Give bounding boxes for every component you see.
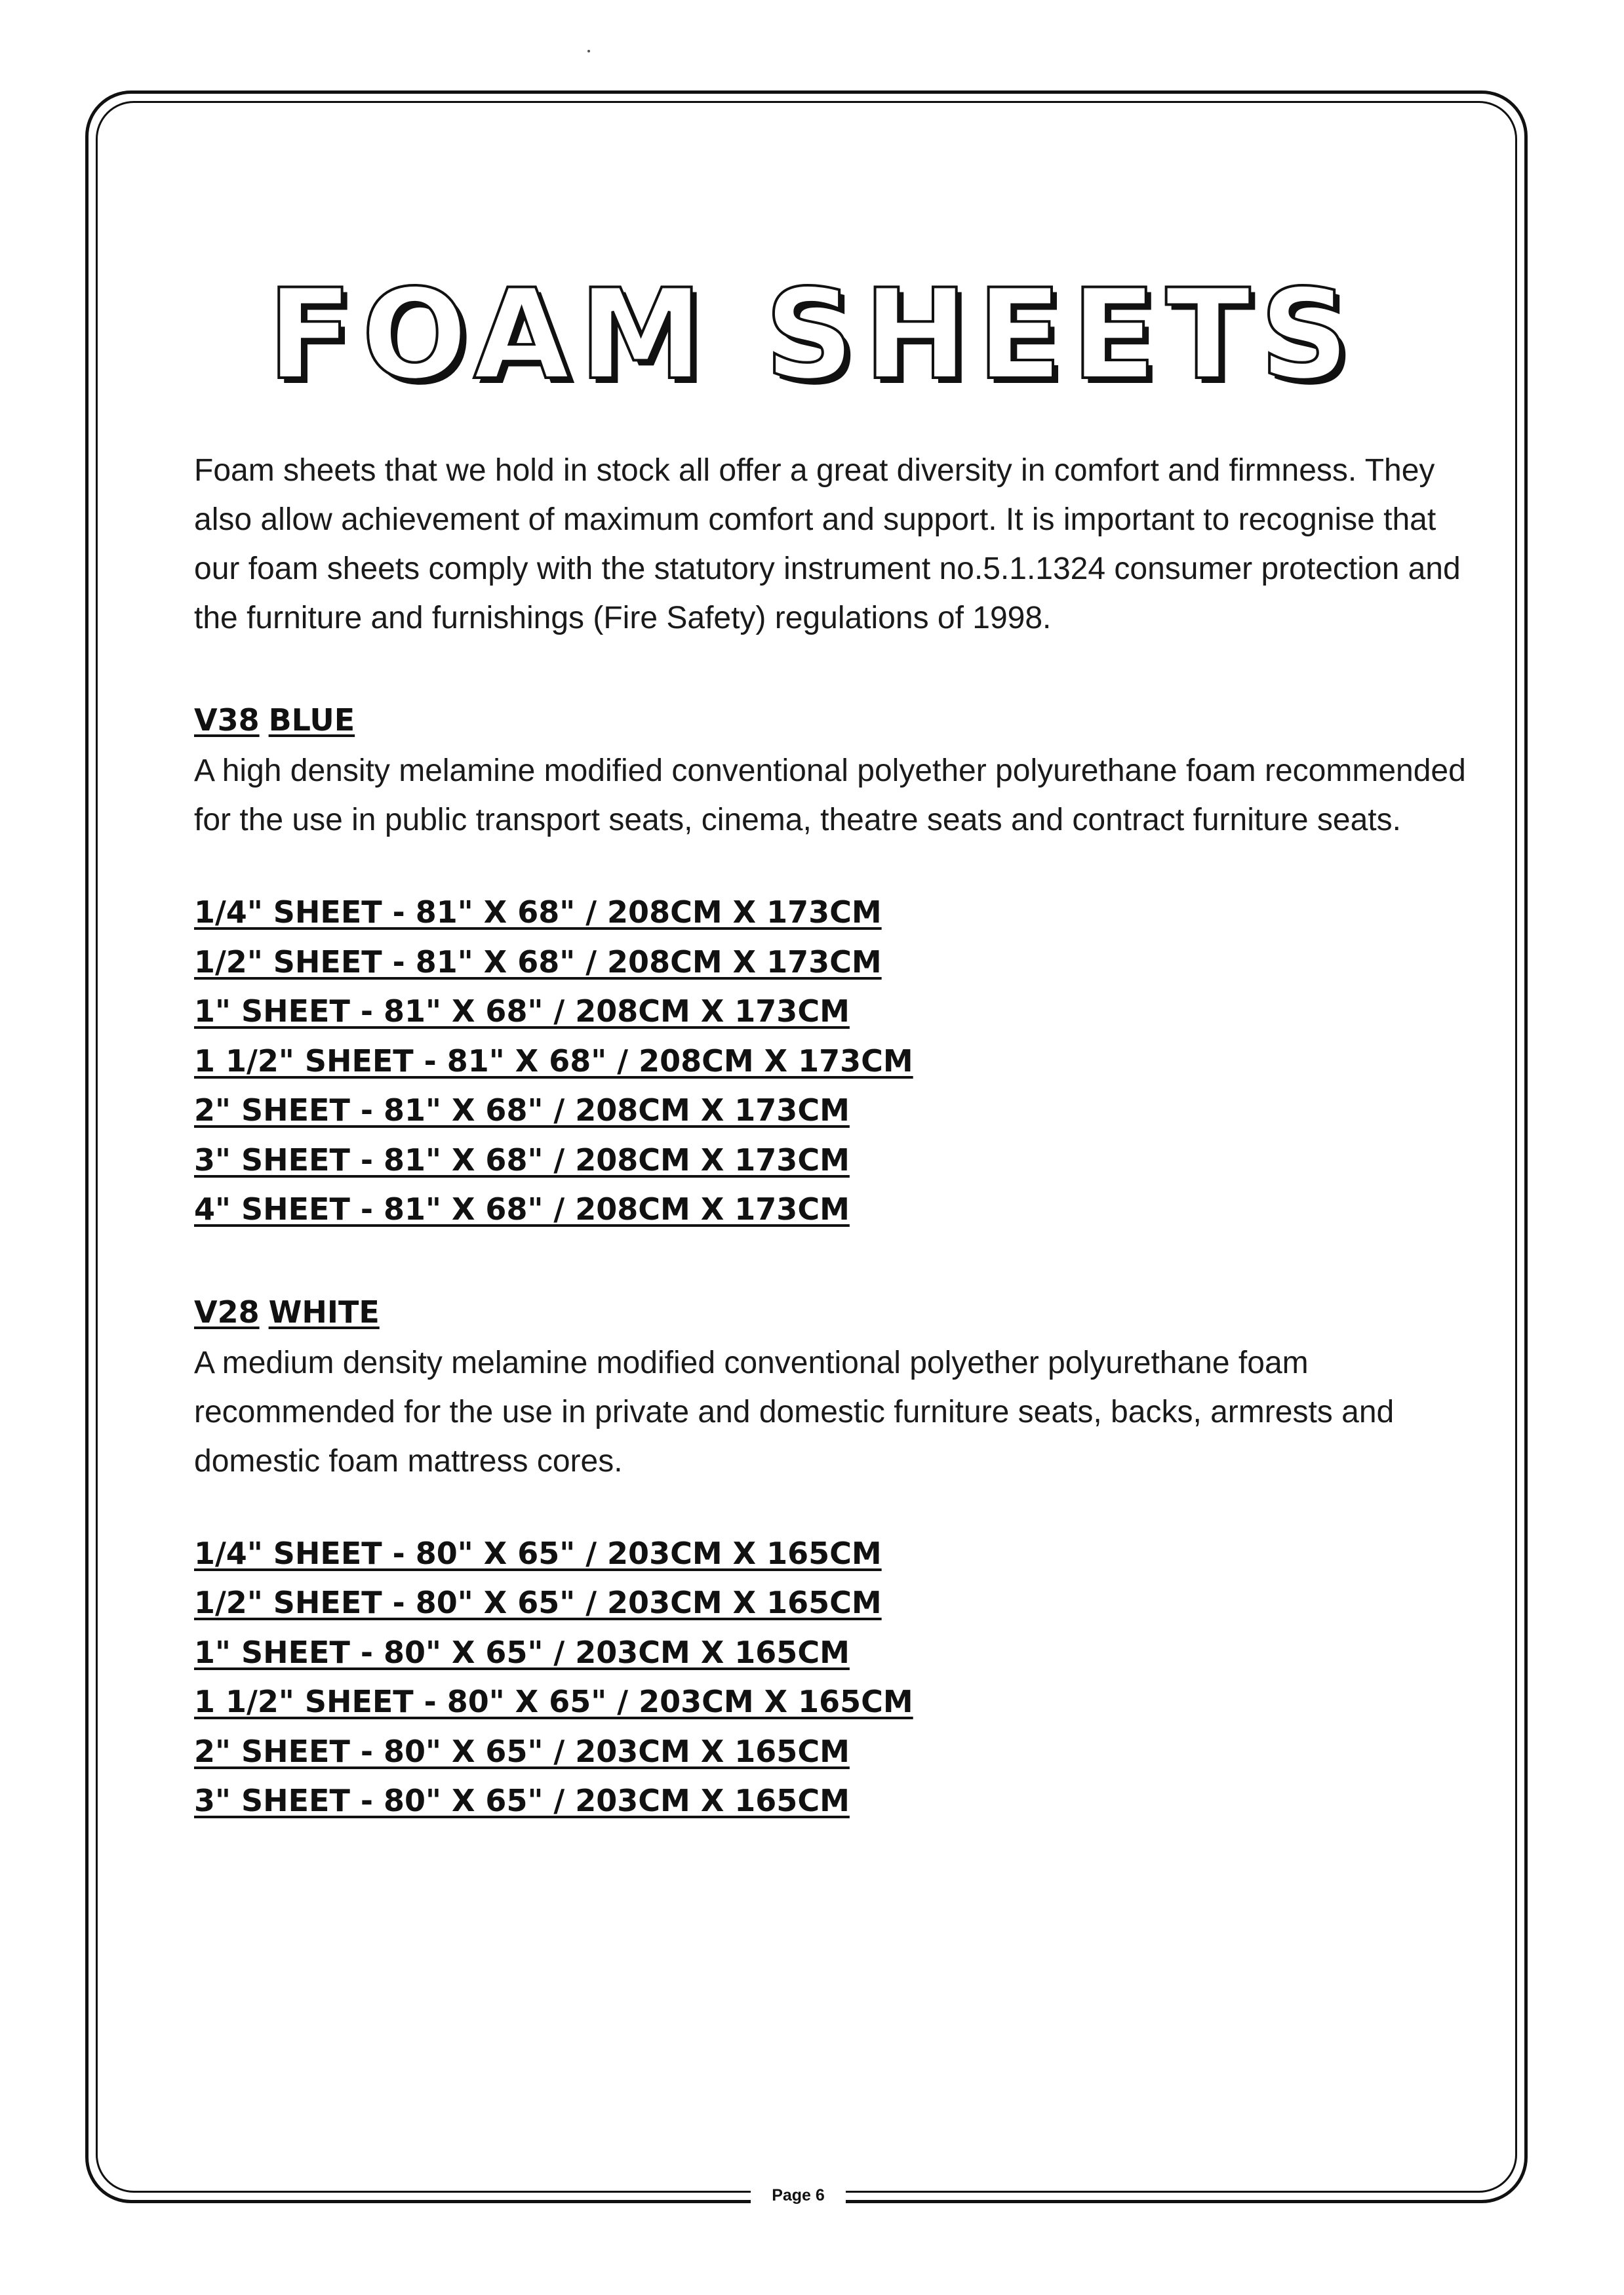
sheet-size-item: 3" SHEET - 81" X 68" / 208CM X 173CM (194, 1142, 850, 1178)
sheet-size-item: 3" SHEET - 80" X 65" / 203CM X 165CM (194, 1783, 850, 1818)
page-content (194, 446, 1479, 1826)
product-heading (194, 1286, 1479, 1338)
sheet-size-item: 4" SHEET - 81" X 68" / 208CM X 173CM (194, 1191, 850, 1227)
product-description: A medium density melamine modified conventional polyether polyurethane foam recommended for the use in private and domestic furniture seats, backs, armrests and domestic foam mattress cores. (194, 1345, 1395, 1479)
sheet-size-item: 1" SHEET - 80" X 65" / 203CM X 165CM (194, 1634, 850, 1670)
sheet-size-item: 1/2" SHEET - 81" X 68" / 208CM X 173CM (194, 944, 882, 980)
product-heading (194, 694, 1479, 746)
sheet-size-item: 1 1/2" SHEET - 81" X 68" / 208CM X 173CM (194, 1043, 913, 1079)
sheet-size-item: 1/4" SHEET - 80" X 65" / 203CM X 165CM (194, 1535, 882, 1571)
scan-speck (587, 50, 590, 52)
product-section-v38 (194, 694, 1479, 1235)
page-title: FOAM SHEETS (267, 262, 1359, 407)
product-section-v28 (194, 1286, 1479, 1826)
intro-paragraph: Foam sheets that we hold in stock all offer a great diversity in comfort and firmness. They also allow achievement of maximum comfort and support. It is important to recognise that our foam sheets comply with the statutory instrument no.5.1.1324 consumer protection and the furniture and furnishings (Fire Safety) regulations of 1998. (194, 453, 1461, 635)
sheet-size-list (194, 1529, 1479, 1826)
sheet-size-item: 1/2" SHEET - 80" X 65" / 203CM X 165CM (194, 1585, 882, 1620)
sheet-size-item: 2" SHEET - 81" X 68" / 208CM X 173CM (194, 1092, 850, 1128)
page-number: Page 6 (751, 2182, 846, 2208)
sheet-size-item: 2" SHEET - 80" X 65" / 203CM X 165CM (194, 1733, 850, 1769)
sheet-size-item: 1 1/2" SHEET - 80" X 65" / 203CM X 165CM (194, 1684, 913, 1719)
sheet-size-list (194, 888, 1479, 1235)
sheet-size-item: 1/4" SHEET - 81" X 68" / 208CM X 173CM (194, 894, 882, 930)
product-description: A high density melamine modified conventional polyether polyurethane foam recommended for the use in public transport seats, cinema, theatre seats and contract furniture seats. (194, 753, 1466, 837)
title-banner (197, 262, 1429, 407)
product-code: V38 (194, 702, 260, 738)
product-color: WHITE (268, 1294, 380, 1330)
product-color: BLUE (268, 702, 355, 738)
sheet-size-item: 1" SHEET - 81" X 68" / 208CM X 173CM (194, 993, 850, 1029)
product-code: V28 (194, 1294, 260, 1330)
